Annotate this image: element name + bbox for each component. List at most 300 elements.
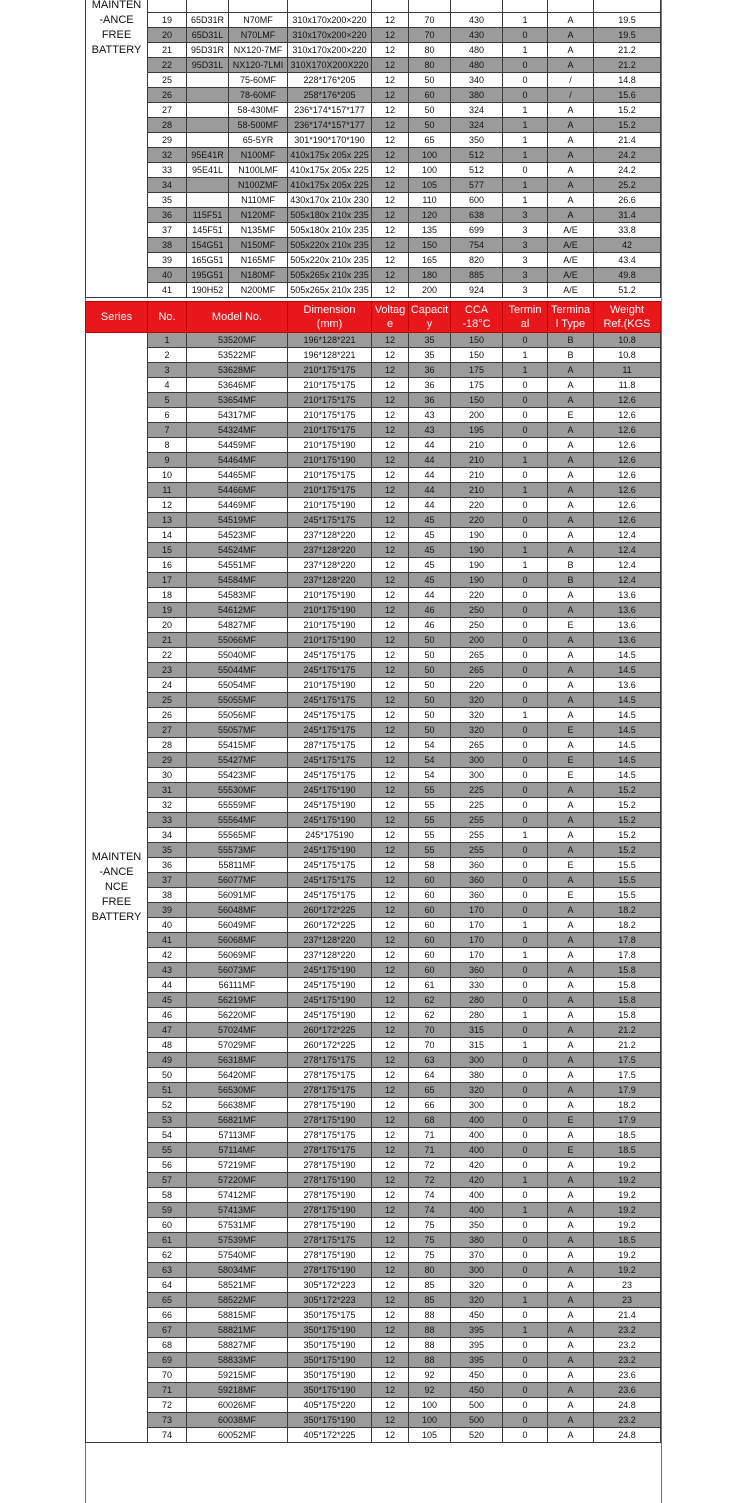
table-cell: 505x265x 210x 235 xyxy=(288,283,372,298)
table-cell: 12 xyxy=(372,1098,409,1113)
table-cell: 410x175x 205x 225 xyxy=(288,148,372,163)
table-cell: 260*172*225 xyxy=(288,918,372,933)
table-cell: 45 xyxy=(409,573,451,588)
table-cell: 0 xyxy=(503,993,548,1008)
table-cell: 0 xyxy=(503,813,548,828)
table-cell: 19.2 xyxy=(594,1173,661,1188)
table-cell: 21.2 xyxy=(594,1023,661,1038)
table-cell: 245*175*190 xyxy=(288,1008,372,1023)
table-cell: 12 xyxy=(372,88,409,103)
table-cell: 55057MF xyxy=(187,723,288,738)
table-cell: 30 xyxy=(148,768,187,783)
table-cell: 24.8 xyxy=(594,1398,661,1413)
table-cell: 75 xyxy=(409,1248,451,1263)
header-model: Model No. xyxy=(187,302,288,333)
table-cell: 62 xyxy=(148,1248,187,1263)
table-cell: A xyxy=(548,1293,594,1308)
table-cell: 278*175*175 xyxy=(288,1233,372,1248)
table-cell: 88 xyxy=(409,1338,451,1353)
table-cell: 12 xyxy=(372,333,409,348)
table-cell: 15.5 xyxy=(594,888,661,903)
table-cell: 350*175*190 xyxy=(288,1383,372,1398)
table-cell: 18.5 xyxy=(594,1128,661,1143)
table-cell: 50 xyxy=(409,708,451,723)
table-row xyxy=(86,13,661,28)
table-cell: 400 xyxy=(451,1203,503,1218)
table-cell xyxy=(548,0,594,13)
table-cell: 18.2 xyxy=(594,1098,661,1113)
table-cell: 55573MF xyxy=(187,843,288,858)
table-row xyxy=(86,43,661,58)
table-row xyxy=(86,1023,661,1038)
table-cell: A xyxy=(548,163,594,178)
table-cell: 58034MF xyxy=(187,1263,288,1278)
table-cell: 420 xyxy=(451,1173,503,1188)
table-cell: 480 xyxy=(451,58,503,73)
table-row xyxy=(86,723,661,738)
table-cell: 512 xyxy=(451,163,503,178)
table-cell: 44 xyxy=(148,978,187,993)
table-cell: 170 xyxy=(451,933,503,948)
table-cell: N120MF xyxy=(229,208,288,223)
table-cell: A xyxy=(548,28,594,43)
table-cell: 88 xyxy=(409,1323,451,1338)
table-cell: 258*176*205 xyxy=(288,88,372,103)
table-cell: A xyxy=(548,1323,594,1338)
table-cell: 278*175*175 xyxy=(288,1068,372,1083)
table-row xyxy=(86,468,661,483)
table-cell: 18 xyxy=(148,588,187,603)
table-cell: 12 xyxy=(372,573,409,588)
table-cell: 60052MF xyxy=(187,1428,288,1443)
table-cell: 15.8 xyxy=(594,963,661,978)
table-cell: 12 xyxy=(372,1248,409,1263)
table-cell: 12 xyxy=(372,178,409,193)
table-cell: 55 xyxy=(148,1143,187,1158)
table-cell: A xyxy=(548,528,594,543)
table-cell: 55 xyxy=(409,828,451,843)
table-cell: 236*174*157*177 xyxy=(288,118,372,133)
table-cell: 12 xyxy=(372,738,409,753)
table-cell: 1 xyxy=(503,708,548,723)
table-cell: 0 xyxy=(503,1188,548,1203)
table-cell: 7 xyxy=(148,423,187,438)
table-cell: 53522MF xyxy=(187,348,288,363)
table-row xyxy=(86,888,661,903)
table-cell: 57024MF xyxy=(187,1023,288,1038)
table-cell: 21.4 xyxy=(594,1308,661,1323)
table-cell: 60 xyxy=(409,873,451,888)
table-cell: 100 xyxy=(409,1413,451,1428)
table-cell: 64 xyxy=(409,1068,451,1083)
table-cell xyxy=(372,0,409,13)
table-cell: 56068MF xyxy=(187,933,288,948)
table-row xyxy=(86,963,661,978)
table-cell: 17.8 xyxy=(594,933,661,948)
table-row xyxy=(86,933,661,948)
table-cell: 12 xyxy=(372,588,409,603)
table-cell xyxy=(187,178,229,193)
table-cell: A xyxy=(548,1263,594,1278)
table-cell: 21.2 xyxy=(594,58,661,73)
table-cell: 72 xyxy=(409,1158,451,1173)
table-cell: 54 xyxy=(409,738,451,753)
table-cell: 15.5 xyxy=(594,858,661,873)
table-cell: 405*175*220 xyxy=(288,1398,372,1413)
table-cell: 310X170X200X220 xyxy=(288,58,372,73)
table-row xyxy=(86,363,661,378)
table-cell: 360 xyxy=(451,888,503,903)
table-cell: 95E41L xyxy=(187,163,229,178)
table-cell: 57113MF xyxy=(187,1128,288,1143)
table-row xyxy=(86,268,661,283)
table-cell: 57220MF xyxy=(187,1173,288,1188)
table-cell: 0 xyxy=(503,498,548,513)
table-cell: 577 xyxy=(451,178,503,193)
table-cell: 350*175*190 xyxy=(288,1353,372,1368)
table-cell: 175 xyxy=(451,363,503,378)
table-cell: 53 xyxy=(148,1113,187,1128)
table-cell: 1 xyxy=(503,118,548,133)
table-cell: 12 xyxy=(372,753,409,768)
table-cell: 0 xyxy=(503,28,548,43)
table-cell: 57 xyxy=(148,1173,187,1188)
table-cell: 1 xyxy=(503,1323,548,1338)
table-cell: 92 xyxy=(409,1383,451,1398)
table-cell: 210*175*175 xyxy=(288,468,372,483)
table-cell: 250 xyxy=(451,618,503,633)
table-cell: 12 xyxy=(372,58,409,73)
table-row xyxy=(86,1323,661,1338)
table-cell: 33 xyxy=(148,163,187,178)
table-cell: 12 xyxy=(372,633,409,648)
table-cell: 196*128*221 xyxy=(288,333,372,348)
table-cell: 220 xyxy=(451,513,503,528)
table-cell: 55564MF xyxy=(187,813,288,828)
table-cell: A xyxy=(548,633,594,648)
table-row xyxy=(86,798,661,813)
top-spec-table xyxy=(85,0,661,298)
table-row xyxy=(86,103,661,118)
table-cell: 58 xyxy=(148,1188,187,1203)
table-row xyxy=(86,813,661,828)
table-cell: 55530MF xyxy=(187,783,288,798)
table-cell: 54583MF xyxy=(187,588,288,603)
table-row xyxy=(86,708,661,723)
table-cell: 15.2 xyxy=(594,813,661,828)
table-cell: 65 xyxy=(409,133,451,148)
table-cell: 170 xyxy=(451,903,503,918)
table-cell: 0 xyxy=(503,1263,548,1278)
table-row xyxy=(86,828,661,843)
table-row xyxy=(86,558,661,573)
table-row xyxy=(86,858,661,873)
table-cell: 265 xyxy=(451,648,503,663)
table-cell: 43 xyxy=(148,963,187,978)
table-cell: A xyxy=(548,543,594,558)
table-cell: 56048MF xyxy=(187,903,288,918)
table-cell: 1 xyxy=(503,193,548,208)
table-cell: 65D31L xyxy=(187,28,229,43)
table-row xyxy=(86,208,661,223)
table-cell: 12.6 xyxy=(594,468,661,483)
table-cell: 885 xyxy=(451,268,503,283)
table-cell: 0 xyxy=(503,513,548,528)
table-cell: A xyxy=(548,483,594,498)
table-cell: A xyxy=(548,1338,594,1353)
table-cell: 12 xyxy=(372,1203,409,1218)
table-cell: 44 xyxy=(409,588,451,603)
table-cell: 1 xyxy=(503,948,548,963)
table-cell: 0 xyxy=(503,903,548,918)
table-cell: A xyxy=(548,798,594,813)
table-cell: 35 xyxy=(409,348,451,363)
table-cell: 12.6 xyxy=(594,513,661,528)
table-cell: 12.6 xyxy=(594,408,661,423)
table-cell: 278*175*190 xyxy=(288,1263,372,1278)
table-cell: 45 xyxy=(409,543,451,558)
table-cell: 56420MF xyxy=(187,1068,288,1083)
table-cell: 1 xyxy=(503,348,548,363)
header-terminal: Termin al xyxy=(503,302,548,333)
table-cell: 420 xyxy=(451,1158,503,1173)
table-cell: 56049MF xyxy=(187,918,288,933)
table-cell: 5 xyxy=(148,393,187,408)
table-cell: 400 xyxy=(451,1188,503,1203)
table-cell: A xyxy=(548,1398,594,1413)
table-cell: 54 xyxy=(409,768,451,783)
table-cell: 32 xyxy=(148,798,187,813)
table-cell: 150 xyxy=(451,393,503,408)
table-row xyxy=(86,0,661,13)
table-cell: 0 xyxy=(503,1128,548,1143)
table-cell: 88 xyxy=(409,1308,451,1323)
table-cell: A xyxy=(548,588,594,603)
table-cell: 56638MF xyxy=(187,1098,288,1113)
table-cell: 54324MF xyxy=(187,423,288,438)
table-cell: 305*172*223 xyxy=(288,1293,372,1308)
table-cell: 0 xyxy=(503,1218,548,1233)
table-cell: B xyxy=(548,573,594,588)
table-cell: 53628MF xyxy=(187,363,288,378)
table-cell: 65-5YR xyxy=(229,133,288,148)
table-row xyxy=(86,903,661,918)
table-cell: A xyxy=(548,1353,594,1368)
table-row xyxy=(86,333,661,348)
table-cell: 1 xyxy=(503,13,548,28)
table-cell: 14.5 xyxy=(594,768,661,783)
table-cell: 58-500MF xyxy=(229,118,288,133)
table-cell: 1 xyxy=(503,148,548,163)
table-cell: A xyxy=(548,1203,594,1218)
table-cell: 1 xyxy=(503,178,548,193)
table-row xyxy=(86,408,661,423)
table-cell: 1 xyxy=(503,103,548,118)
table-row xyxy=(86,603,661,618)
table-row xyxy=(86,1098,661,1113)
table-cell: 210*175*175 xyxy=(288,363,372,378)
table-cell: 12 xyxy=(372,1428,409,1443)
table-cell: 278*175*175 xyxy=(288,1083,372,1098)
table-cell: 12 xyxy=(372,208,409,223)
table-cell: 60 xyxy=(409,888,451,903)
table-cell: A xyxy=(548,963,594,978)
table-cell: 600 xyxy=(451,193,503,208)
table-cell: 50 xyxy=(409,73,451,88)
table-cell: 58 xyxy=(409,858,451,873)
table-cell: 100 xyxy=(409,148,451,163)
table-cell: 74 xyxy=(409,1203,451,1218)
table-cell: 105 xyxy=(409,178,451,193)
table-cell: 44 xyxy=(409,438,451,453)
table-cell: 57540MF xyxy=(187,1248,288,1263)
table-cell: 315 xyxy=(451,1038,503,1053)
table-row xyxy=(86,648,661,663)
table-row xyxy=(86,993,661,1008)
table-cell: 210*175*190 xyxy=(288,618,372,633)
table-cell: 12 xyxy=(372,1173,409,1188)
table-cell: 278*175*190 xyxy=(288,1203,372,1218)
table-cell: 19.5 xyxy=(594,13,661,28)
table-cell: E xyxy=(548,723,594,738)
table-cell: 500 xyxy=(451,1398,503,1413)
table-cell: 1 xyxy=(503,483,548,498)
table-cell: 1 xyxy=(503,1293,548,1308)
table-cell: 44 xyxy=(409,498,451,513)
table-cell: 65 xyxy=(409,1083,451,1098)
table-cell: 12 xyxy=(372,1353,409,1368)
table-cell: 350*175*190 xyxy=(288,1338,372,1353)
table-cell: 55 xyxy=(409,783,451,798)
table-cell: 410x175x 205x 225 xyxy=(288,178,372,193)
table-cell: 350 xyxy=(451,1218,503,1233)
table-cell: A xyxy=(548,468,594,483)
table-cell: 430 xyxy=(451,13,503,28)
table-cell: 24 xyxy=(148,678,187,693)
table-cell xyxy=(594,0,661,13)
table-cell: 255 xyxy=(451,813,503,828)
table-row xyxy=(86,1293,661,1308)
table-cell: 25.2 xyxy=(594,178,661,193)
table-cell: 55565MF xyxy=(187,828,288,843)
table-cell: A xyxy=(548,1368,594,1383)
table-cell: 245*175*175 xyxy=(288,663,372,678)
table-cell: 315 xyxy=(451,1023,503,1038)
bottom-spec-table xyxy=(85,301,661,1443)
table-cell: 17 xyxy=(148,573,187,588)
table-cell: 145F51 xyxy=(187,223,229,238)
table-cell: 0 xyxy=(503,603,548,618)
table-cell: 60026MF xyxy=(187,1398,288,1413)
table-cell: 0 xyxy=(503,1278,548,1293)
table-cell: 180 xyxy=(409,268,451,283)
table-cell: 450 xyxy=(451,1368,503,1383)
table-cell: 56 xyxy=(148,1158,187,1173)
table-cell: 0 xyxy=(503,408,548,423)
table-cell: 360 xyxy=(451,873,503,888)
table-cell: 12.4 xyxy=(594,543,661,558)
table-cell: 29 xyxy=(148,753,187,768)
table-cell xyxy=(451,0,503,13)
table-cell: B xyxy=(548,348,594,363)
table-cell: 3 xyxy=(503,268,548,283)
table-cell: NX120-7MF xyxy=(229,43,288,58)
table-cell: 56219MF xyxy=(187,993,288,1008)
table-cell xyxy=(187,88,229,103)
table-cell: 55066MF xyxy=(187,633,288,648)
table-cell: 40 xyxy=(148,918,187,933)
table-cell xyxy=(187,103,229,118)
table-cell: 505x220x 210x 235 xyxy=(288,238,372,253)
table-cell: 12 xyxy=(372,888,409,903)
table-row xyxy=(86,1233,661,1248)
table-cell: 12.4 xyxy=(594,528,661,543)
table-cell: 0 xyxy=(503,1143,548,1158)
table-cell: 210*175*190 xyxy=(288,588,372,603)
table-cell: 12 xyxy=(372,543,409,558)
table-row xyxy=(86,1158,661,1173)
table-cell: 278*175*190 xyxy=(288,1113,372,1128)
table-cell: 56530MF xyxy=(187,1083,288,1098)
table-cell: 45 xyxy=(148,993,187,1008)
table-cell: E xyxy=(548,753,594,768)
table-cell: 220 xyxy=(451,588,503,603)
table-cell: 18.5 xyxy=(594,1233,661,1248)
table-header-row xyxy=(86,302,661,333)
table-cell: 49 xyxy=(148,1053,187,1068)
table-cell: A xyxy=(548,1083,594,1098)
header-no: No. xyxy=(148,302,187,333)
table-cell: A/E xyxy=(548,238,594,253)
table-cell: A xyxy=(548,58,594,73)
table-cell: 12 xyxy=(372,118,409,133)
table-cell: 57219MF xyxy=(187,1158,288,1173)
table-row xyxy=(86,543,661,558)
table-cell: 12 xyxy=(372,1038,409,1053)
table-cell: 56318MF xyxy=(187,1053,288,1068)
table-cell: 320 xyxy=(451,693,503,708)
table-cell: 12 xyxy=(372,43,409,58)
table-cell: N70LMF xyxy=(229,28,288,43)
table-cell: 170 xyxy=(451,918,503,933)
table-cell: 12 xyxy=(372,1068,409,1083)
table-cell: 0 xyxy=(503,573,548,588)
table-cell: 237*128*220 xyxy=(288,528,372,543)
table-cell: 245*175*190 xyxy=(288,963,372,978)
table-cell: 0 xyxy=(503,618,548,633)
table-cell: 0 xyxy=(503,663,548,678)
table-cell: 70 xyxy=(409,13,451,28)
table-cell xyxy=(229,0,288,13)
table-cell: 12 xyxy=(148,498,187,513)
table-row xyxy=(86,1308,661,1323)
table-row xyxy=(86,1143,661,1158)
table-cell: 260*172*225 xyxy=(288,903,372,918)
table-cell: 0 xyxy=(503,468,548,483)
table-cell: 62 xyxy=(409,1008,451,1023)
table-cell: 50 xyxy=(409,678,451,693)
table-cell: 12 xyxy=(372,618,409,633)
table-cell: A xyxy=(548,678,594,693)
table-row xyxy=(86,73,661,88)
table-cell: 35 xyxy=(148,843,187,858)
table-cell: 0 xyxy=(503,1233,548,1248)
table-cell: 12 xyxy=(372,483,409,498)
table-cell: 57114MF xyxy=(187,1143,288,1158)
table-cell: 27 xyxy=(148,103,187,118)
table-row xyxy=(86,423,661,438)
table-cell: A xyxy=(548,13,594,28)
